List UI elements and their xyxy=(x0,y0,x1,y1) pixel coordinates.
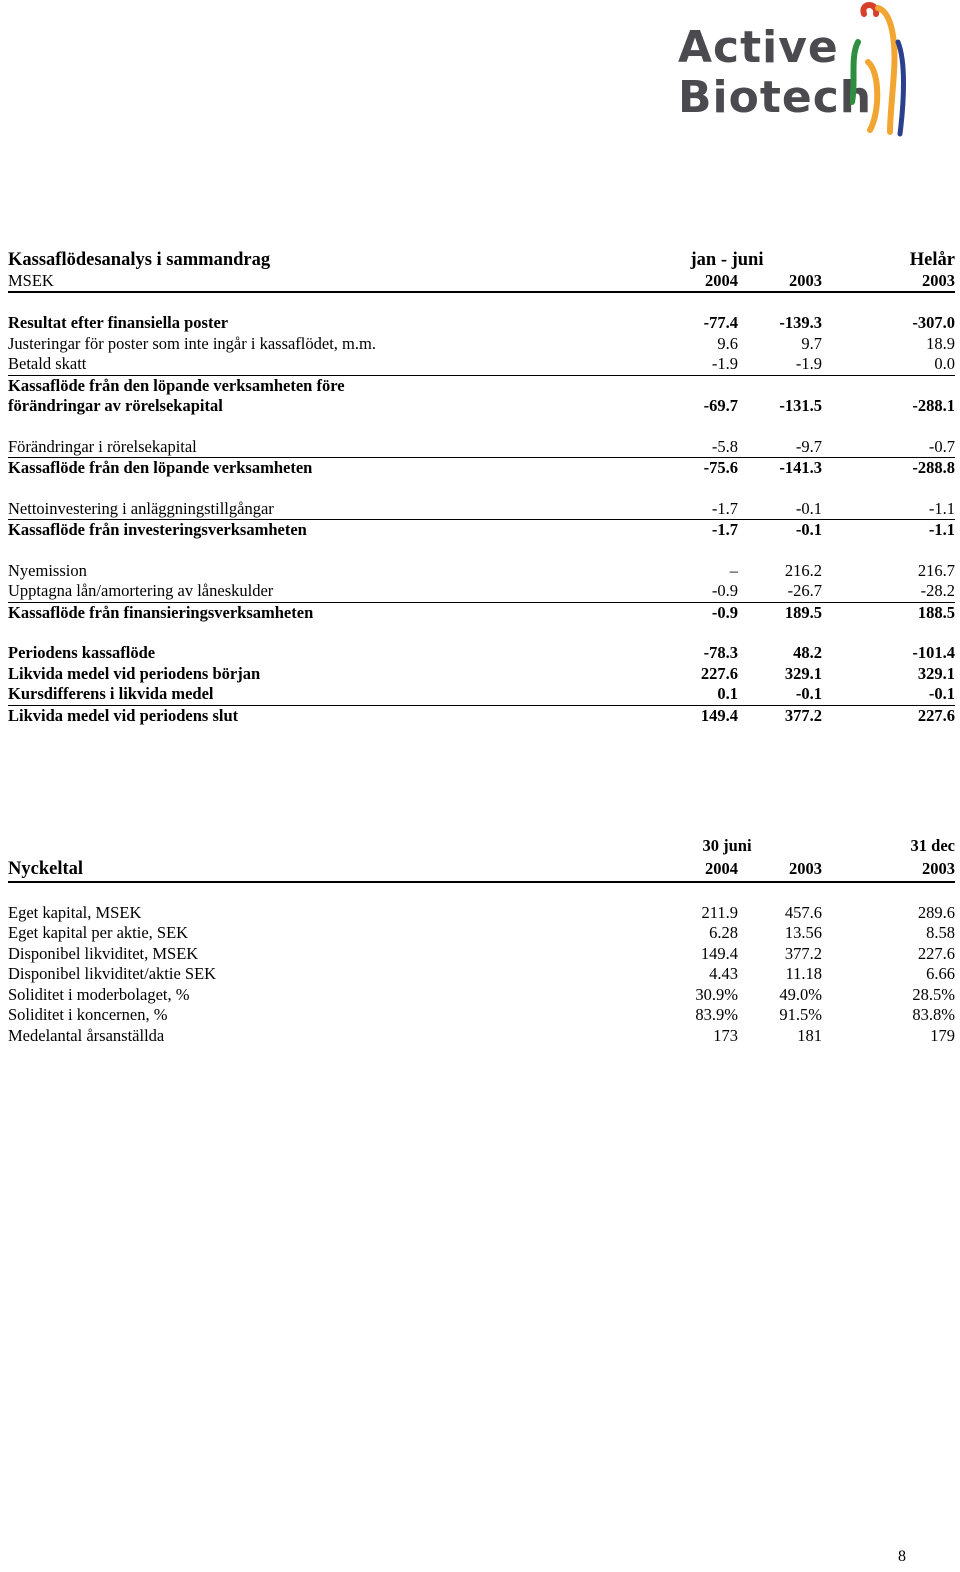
row-value-2003: -139.3 xyxy=(779,313,822,332)
row-label: Eget kapital per aktie, SEK xyxy=(8,923,189,942)
row-value-2003: 377.2 xyxy=(784,943,822,963)
row-value-2004: -5.8 xyxy=(711,436,738,456)
row-value-2003: -26.7 xyxy=(787,581,822,600)
row-value-dec-2003: 28.5% xyxy=(912,984,955,1004)
cashflow-year-header: Helår xyxy=(909,250,955,270)
row-value-2003: 11.18 xyxy=(785,964,822,983)
table-row xyxy=(8,437,955,459)
logo-line2: Biotech xyxy=(678,72,873,123)
table-row xyxy=(8,923,955,944)
row-value-dec-2003: 8.58 xyxy=(926,923,955,942)
row-value-2003: 329.1 xyxy=(784,663,822,683)
table-row xyxy=(8,396,955,417)
table-row xyxy=(8,334,955,355)
row-label: förändringar av rörelsekapital xyxy=(8,396,223,415)
cashflow-col1: 2004 xyxy=(705,270,738,290)
row-value-2003: 377.2 xyxy=(784,705,822,725)
row-value-dec-2003: 227.6 xyxy=(917,943,955,963)
row-value-2004: -78.3 xyxy=(703,643,738,662)
row-label: Medelantal årsanställda xyxy=(8,1025,165,1045)
table-row xyxy=(8,499,955,521)
row-label: Justeringar för poster som inte ingår i kassaflödet, m.m. xyxy=(8,333,376,353)
row-value-2004: 6.28 xyxy=(709,923,738,942)
row-value-2004: -0.9 xyxy=(711,602,738,622)
table-row xyxy=(8,376,955,397)
table-row xyxy=(8,581,955,603)
row-value-2003: -1.9 xyxy=(795,354,822,373)
row-value-2004: 0.1 xyxy=(717,684,738,703)
row-value-year-2003: -288.1 xyxy=(912,396,955,415)
row-value-2004: 149.4 xyxy=(700,705,738,725)
row-value-year-2003: 329.1 xyxy=(917,663,955,683)
table-row xyxy=(8,684,955,706)
row-value-2004: 211.9 xyxy=(701,902,738,922)
row-label: Upptagna lån/amortering av låneskulder xyxy=(8,581,274,600)
row-value-2003: 48.2 xyxy=(793,643,822,662)
table-row xyxy=(8,1005,955,1026)
row-label: Disponibel likviditet/aktie SEK xyxy=(8,964,217,983)
row-value-year-2003: 216.7 xyxy=(917,560,955,580)
table-row xyxy=(8,561,955,582)
row-value-2004: 173 xyxy=(713,1025,738,1045)
table-row xyxy=(8,313,955,334)
cashflow-subheader-row xyxy=(8,271,955,294)
page-number: 8 xyxy=(898,1548,906,1565)
cashflow-col2: 2003 xyxy=(789,270,822,290)
row-value-2003: -9.7 xyxy=(795,436,822,456)
table-row xyxy=(8,520,955,541)
row-label: Disponibel likviditet, MSEK xyxy=(8,943,199,963)
cashflow-header-row xyxy=(8,250,955,271)
keyfigures-year-header: 31 dec xyxy=(910,836,955,855)
keyfigures-section xyxy=(8,836,955,1046)
table-row xyxy=(8,985,955,1006)
table-row xyxy=(8,354,955,376)
row-value-year-2003: 188.5 xyxy=(917,602,955,622)
row-value-2004: -1.7 xyxy=(711,520,738,539)
cashflow-col3: 2003 xyxy=(922,270,955,290)
row-value-2004: 30.9% xyxy=(695,984,738,1004)
row-value-2003: -131.5 xyxy=(779,396,822,415)
row-value-2004: -1.7 xyxy=(711,498,738,518)
row-label: Kassaflöde från den löpande verksamheten xyxy=(8,458,313,477)
row-value-2003: 189.5 xyxy=(784,602,822,622)
row-label: Nyemission xyxy=(8,560,87,580)
row-label: Periodens kassaflöde xyxy=(8,643,156,662)
logo-line1: Active xyxy=(678,22,839,73)
keyfigures-col1: 2004 xyxy=(705,858,738,878)
row-value-dec-2003: 6.66 xyxy=(926,964,955,983)
row-value-year-2003: -288.8 xyxy=(912,458,955,477)
row-label: Likvida medel vid periodens slut xyxy=(8,705,239,725)
row-value-2004: 149.4 xyxy=(700,943,738,963)
company-logo xyxy=(672,2,922,142)
row-value-2004: 4.43 xyxy=(709,964,738,983)
row-value-dec-2003: 179 xyxy=(930,1025,955,1045)
row-value-year-2003: -0.1 xyxy=(928,684,955,703)
cashflow-section xyxy=(8,250,955,726)
row-value-2004: 83.9% xyxy=(695,1005,738,1024)
cashflow-group-header: jan - juni xyxy=(690,250,764,270)
row-value-year-2003: -307.0 xyxy=(912,313,955,332)
row-value-year-2003: -1.1 xyxy=(928,498,955,518)
row-label: Kassaflöde från den löpande verksamheten före xyxy=(8,375,345,395)
logo-figure-icon xyxy=(850,2,910,142)
row-value-year-2003: -1.1 xyxy=(928,520,955,539)
row-label: Eget kapital, MSEK xyxy=(8,902,142,922)
row-value-2004: – xyxy=(729,560,738,580)
row-value-2003: 9.7 xyxy=(801,333,822,353)
row-value-2004: -0.9 xyxy=(711,581,738,600)
cashflow-title: Kassaflödesanalys i sammandrag xyxy=(8,250,271,270)
row-value-2003: 13.56 xyxy=(784,923,822,942)
row-value-year-2003: -101.4 xyxy=(912,643,955,662)
keyfigures-header-row xyxy=(8,857,955,883)
table-row xyxy=(8,603,955,624)
row-label: Resultat efter finansiella poster xyxy=(8,313,229,332)
row-value-2003: -0.1 xyxy=(795,498,822,518)
table-row xyxy=(8,664,955,685)
row-value-2004: 227.6 xyxy=(700,663,738,683)
keyfigures-col3: 2003 xyxy=(922,858,955,878)
keyfigures-col2: 2003 xyxy=(789,858,822,878)
row-value-dec-2003: 83.8% xyxy=(912,1005,955,1024)
row-value-2004: -77.4 xyxy=(703,313,738,332)
table-row xyxy=(8,1026,955,1047)
row-label: Kassaflöde från finansieringsverksamheten xyxy=(8,602,314,622)
row-label: Soliditet i moderbolaget, % xyxy=(8,984,190,1004)
row-value-year-2003: 0.0 xyxy=(934,354,955,373)
row-label: Kassaflöde från investeringsverksamheten xyxy=(8,520,307,539)
row-value-year-2003: -28.2 xyxy=(920,581,955,600)
row-label: Nettoinvestering i anläggningstillgångar xyxy=(8,498,274,518)
row-label: Soliditet i koncernen, % xyxy=(8,1005,168,1024)
row-value-2003: 457.6 xyxy=(784,902,822,922)
row-value-2003: -0.1 xyxy=(795,520,822,539)
row-value-2003: 181 xyxy=(797,1025,822,1045)
table-row xyxy=(8,944,955,965)
row-label: Betald skatt xyxy=(8,354,87,373)
row-label: Förändringar i rörelsekapital xyxy=(8,436,197,456)
keyfigures-group-header: 30 juni xyxy=(702,836,752,855)
row-value-dec-2003: 289.6 xyxy=(917,902,955,922)
row-value-2004: -1.9 xyxy=(711,354,738,373)
table-row xyxy=(8,964,955,985)
table-row xyxy=(8,903,955,924)
row-value-2003: 49.0% xyxy=(779,984,822,1004)
row-value-2003: 216.2 xyxy=(784,560,822,580)
row-value-2004: -75.6 xyxy=(703,458,738,477)
row-value-2003: -0.1 xyxy=(795,684,822,703)
row-value-2003: 91.5% xyxy=(779,1005,822,1024)
cashflow-unit: MSEK xyxy=(8,270,54,290)
row-value-2004: 9.6 xyxy=(717,333,738,353)
row-value-year-2003: -0.7 xyxy=(928,436,955,456)
row-value-2003: -141.3 xyxy=(779,458,822,477)
row-label: Kursdifferens i likvida medel xyxy=(8,684,214,703)
table-row xyxy=(8,643,955,664)
row-value-2004: -69.7 xyxy=(703,396,738,415)
row-value-year-2003: 18.9 xyxy=(926,333,955,353)
table-row xyxy=(8,706,955,727)
row-value-year-2003: 227.6 xyxy=(917,705,955,725)
table-row xyxy=(8,458,955,479)
row-label: Likvida medel vid periodens början xyxy=(8,663,261,683)
keyfigures-group-row xyxy=(8,836,955,857)
keyfigures-title: Nyckeltal xyxy=(8,858,84,879)
